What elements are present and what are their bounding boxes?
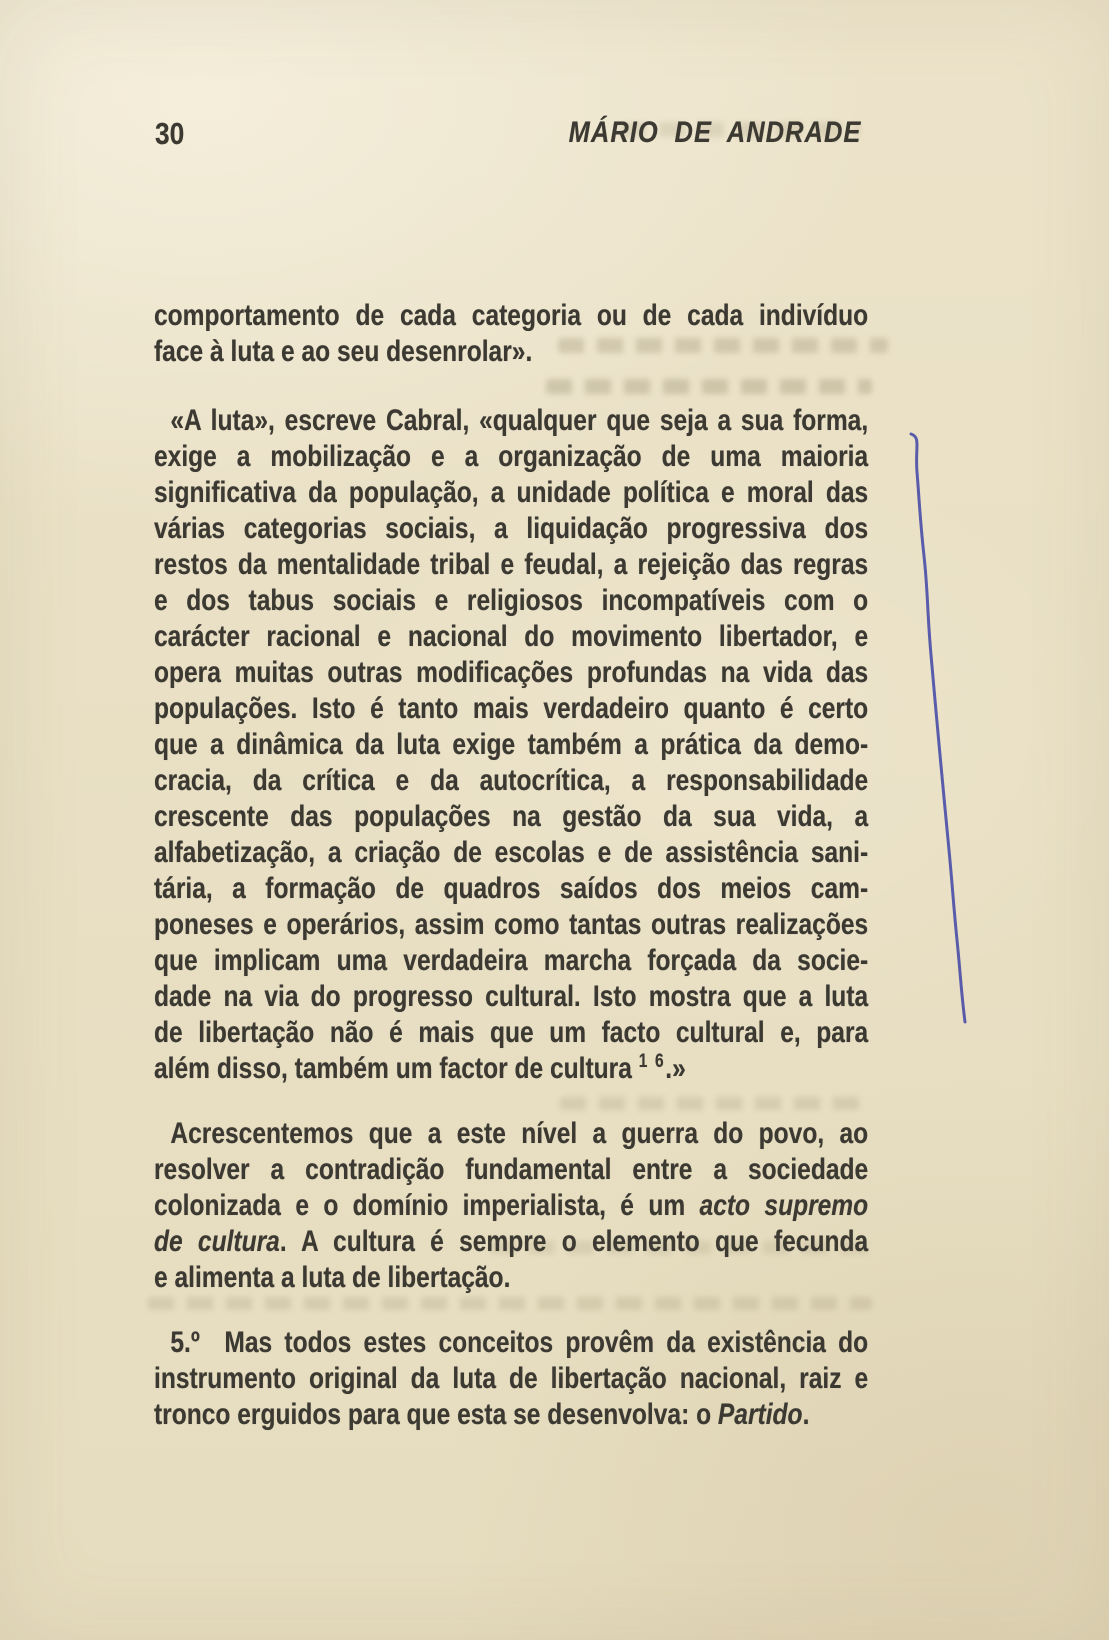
- paragraph: [154, 298, 868, 370]
- text-line: [154, 1361, 868, 1397]
- text-line: [154, 583, 868, 619]
- text-segment: de libertação não é mais que um facto cultural e, para: [154, 1016, 869, 1049]
- text-line: [154, 835, 868, 871]
- text-line: [154, 1051, 868, 1087]
- text-segment: tária, a formação de quadros saídos dos meios cam-: [154, 872, 869, 905]
- text-segment: Acrescentemos que a este nível a guerra do povo, ao: [170, 1117, 869, 1150]
- text-line: [154, 799, 868, 835]
- text-segment: além disso, também um factor de cultura: [154, 1052, 639, 1085]
- text-segment: .»: [665, 1052, 686, 1085]
- text-segment: significativa da população, a unidade política e moral das: [154, 476, 869, 509]
- text-segment: instrumento original da luta de libertação nacional, raiz e: [154, 1362, 869, 1395]
- running-header: MÁRIO DE ANDRADE: [568, 116, 861, 149]
- paragraph: [154, 1116, 868, 1296]
- text-segment: 5.º: [170, 1326, 200, 1359]
- text-line: [154, 1188, 868, 1224]
- text-segment: Partido: [717, 1398, 803, 1431]
- text-line: [154, 1260, 868, 1296]
- text-segment: .: [802, 1398, 810, 1431]
- text-line: [154, 511, 868, 547]
- text-segment: acto supremo: [699, 1189, 869, 1222]
- text-segment: comportamento de cada categoria ou de cada indivíduo: [154, 299, 869, 332]
- text-line: [154, 763, 868, 799]
- text-line: [154, 439, 868, 475]
- text-segment: populações. Isto é tanto mais verdadeiro quanto é certo: [154, 692, 869, 725]
- text-segment: que a dinâmica da luta exige também a prática da demo-: [154, 728, 869, 761]
- text-line: [154, 403, 868, 439]
- text-line: [154, 691, 868, 727]
- text-line: [154, 334, 868, 370]
- text-line: [154, 475, 868, 511]
- text-block: [154, 298, 868, 1433]
- text-segment: colonizada e o domínio imperialista, é um: [154, 1189, 700, 1222]
- paragraph: [154, 403, 868, 1087]
- text-segment: e dos tabus sociais e religiosos incompatíveis com o: [154, 584, 869, 617]
- text-line: [154, 655, 868, 691]
- text-segment: crescente das populações na gestão da sua vida, a: [154, 800, 869, 833]
- text-line: [154, 547, 868, 583]
- text-segment: dade na via do progresso cultural. Isto mostra que a luta: [154, 980, 869, 1013]
- page-number: 30: [155, 116, 185, 151]
- text-line: [154, 979, 868, 1015]
- text-line: [154, 298, 868, 334]
- text-line: [154, 1116, 868, 1152]
- text-line: [154, 943, 868, 979]
- text-line: [154, 1397, 868, 1433]
- text-segment: e alimenta a luta de libertação.: [154, 1261, 511, 1294]
- text-segment: cracia, da crítica e da autocrítica, a responsabilidade: [154, 764, 869, 797]
- text-line: [154, 1015, 868, 1051]
- text-line: [154, 1224, 868, 1260]
- text-segment: de cultura: [154, 1225, 280, 1258]
- text-segment: poneses e operários, assim como tantas outras realizações: [154, 908, 869, 941]
- text-line: [154, 907, 868, 943]
- text-segment: opera muitas outras modificações profundas na vida das: [154, 656, 869, 689]
- text-line: [154, 1152, 868, 1188]
- text-segment: alfabetização, a criação de escolas e de assistência sani-: [154, 836, 869, 869]
- text-segment: restos da mentalidade tribal e feudal, a rejeição das regras: [154, 548, 869, 581]
- text-line: [154, 1325, 868, 1361]
- text-line: [154, 619, 868, 655]
- text-segment: tronco erguidos para que esta se desenvolva: o: [154, 1398, 718, 1431]
- text-segment: Mas todos estes conceitos provêm da existência do: [199, 1326, 869, 1359]
- text-segment: . A cultura é sempre o elemento que fecunda: [279, 1225, 869, 1258]
- text-line: [154, 871, 868, 907]
- text-segment: exige a mobilização e a organização de uma maioria: [154, 440, 869, 473]
- text-segment: carácter racional e nacional do movimento libertador, e: [154, 620, 869, 653]
- text-segment: que implicam uma verdadeira marcha forçada da socie-: [154, 944, 869, 977]
- text-segment: 1 6: [638, 1051, 666, 1072]
- paragraph: [154, 1325, 868, 1433]
- text-segment: face à luta e ao seu desenrolar».: [154, 335, 533, 368]
- text-segment: várias categorias sociais, a liquidação progressiva dos: [154, 512, 869, 545]
- text-segment: «A luta», escreve Cabral, «qualquer que seja a sua forma,: [170, 404, 869, 437]
- text-segment: resolver a contradição fundamental entre a sociedade: [154, 1153, 869, 1186]
- text-line: [154, 727, 868, 763]
